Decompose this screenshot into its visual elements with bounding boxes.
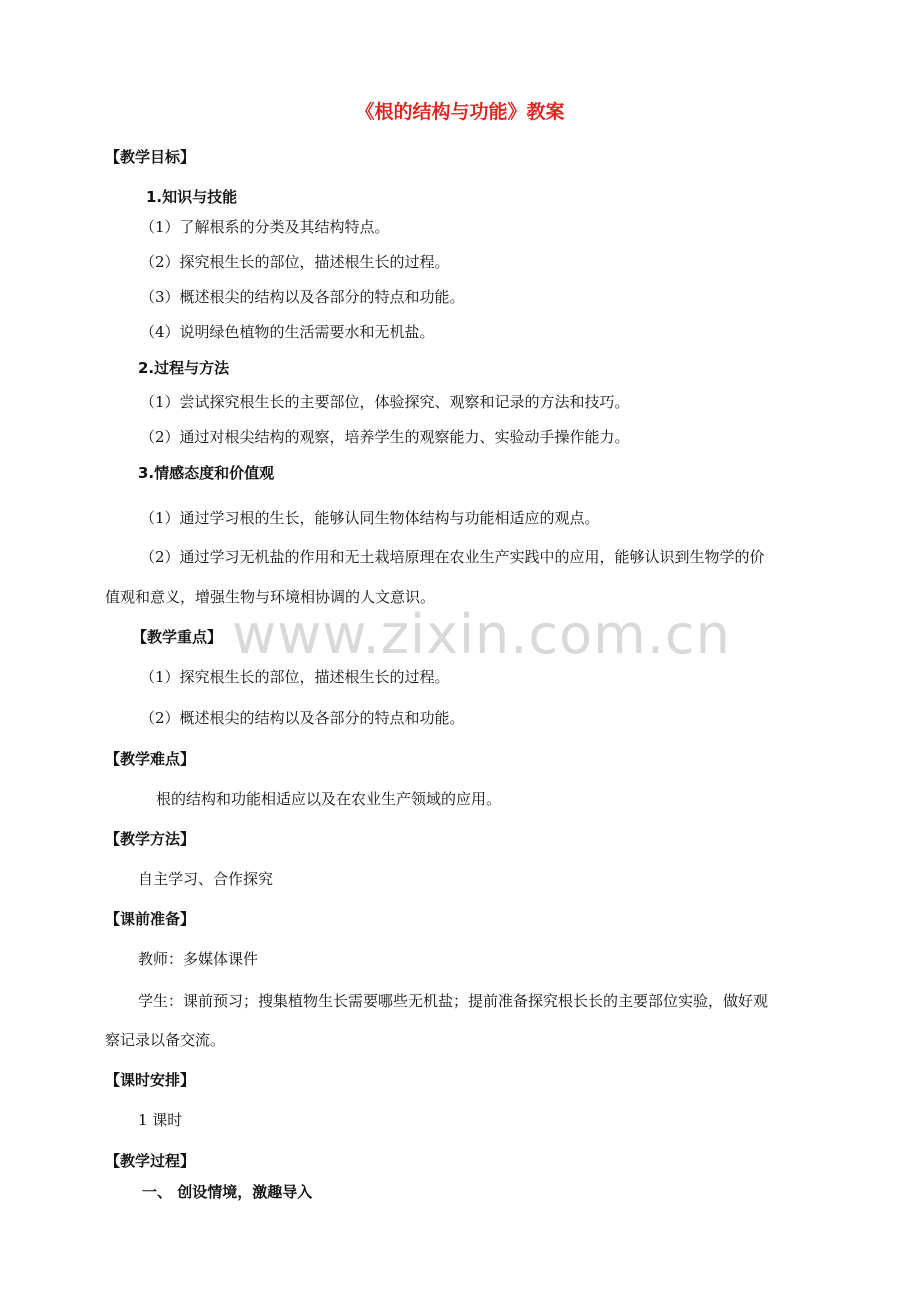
preparation-student-line2: 察记录以备交流。	[105, 1031, 226, 1049]
emotion-item-2-line2: 值观和意义，增强生物与环境相协调的人文意识。	[105, 588, 436, 606]
methods-heading: 【教学方法】	[105, 830, 196, 848]
key-point-1: （1）探究根生长的部位，描述根生长的过程。	[140, 668, 450, 686]
emotion-item-1: （1）通过学习根的生长，能够认同生物体结构与功能相适应的观点。	[140, 509, 600, 527]
schedule-heading: 【课时安排】	[105, 1071, 196, 1089]
preparation-student-line1: 学生：课前预习；搜集植物生长需要哪些无机盐；提前准备探究根长长的主要部位实验，做好观	[138, 992, 769, 1010]
knowledge-item-3: （3）概述根尖的结构以及各部分的特点和功能。	[140, 288, 465, 306]
emotion-values-heading: 3.情感态度和价值观	[138, 464, 275, 482]
difficulties-text: 根的结构和功能相适应以及在农业生产领域的应用。	[156, 790, 502, 808]
teaching-process-heading: 【教学过程】	[105, 1152, 196, 1170]
objectives-heading: 【教学目标】	[105, 148, 196, 166]
preparation-heading: 【课前准备】	[105, 910, 196, 928]
process-item-2: （2）通过对根尖结构的观察，培养学生的观察能力、实验动手操作能力。	[140, 428, 630, 446]
knowledge-item-1: （1）了解根系的分类及其结构特点。	[140, 218, 390, 236]
process-methods-heading: 2.过程与方法	[138, 359, 230, 377]
process-item-1: （1）尝试探究根生长的主要部位，体验探究、观察和记录的方法和技巧。	[140, 393, 630, 411]
emotion-item-2-line1: （2）通过学习无机盐的作用和无土栽培原理在农业生产实践中的应用，能够认识到生物学的价	[140, 548, 765, 566]
process-step-1: 一、 创设情境，激趣导入	[142, 1183, 313, 1201]
knowledge-item-4: （4）说明绿色植物的生活需要水和无机盐。	[140, 323, 435, 341]
difficulties-heading: 【教学难点】	[105, 750, 196, 768]
knowledge-skills-heading: 1.知识与技能	[146, 188, 238, 206]
key-points-heading: 【教学重点】	[132, 628, 223, 646]
knowledge-item-2: （2）探究根生长的部位，描述根生长的过程。	[140, 253, 450, 271]
methods-text: 自主学习、合作探究	[138, 870, 274, 888]
key-point-2: （2）概述根尖的结构以及各部分的特点和功能。	[140, 709, 465, 727]
preparation-teacher: 教师：多媒体课件	[138, 950, 259, 968]
schedule-text: 1 课时	[138, 1111, 183, 1129]
watermark: www.zixin.com.cn	[232, 603, 731, 666]
document-title: 《根的结构与功能》教案	[355, 101, 565, 123]
